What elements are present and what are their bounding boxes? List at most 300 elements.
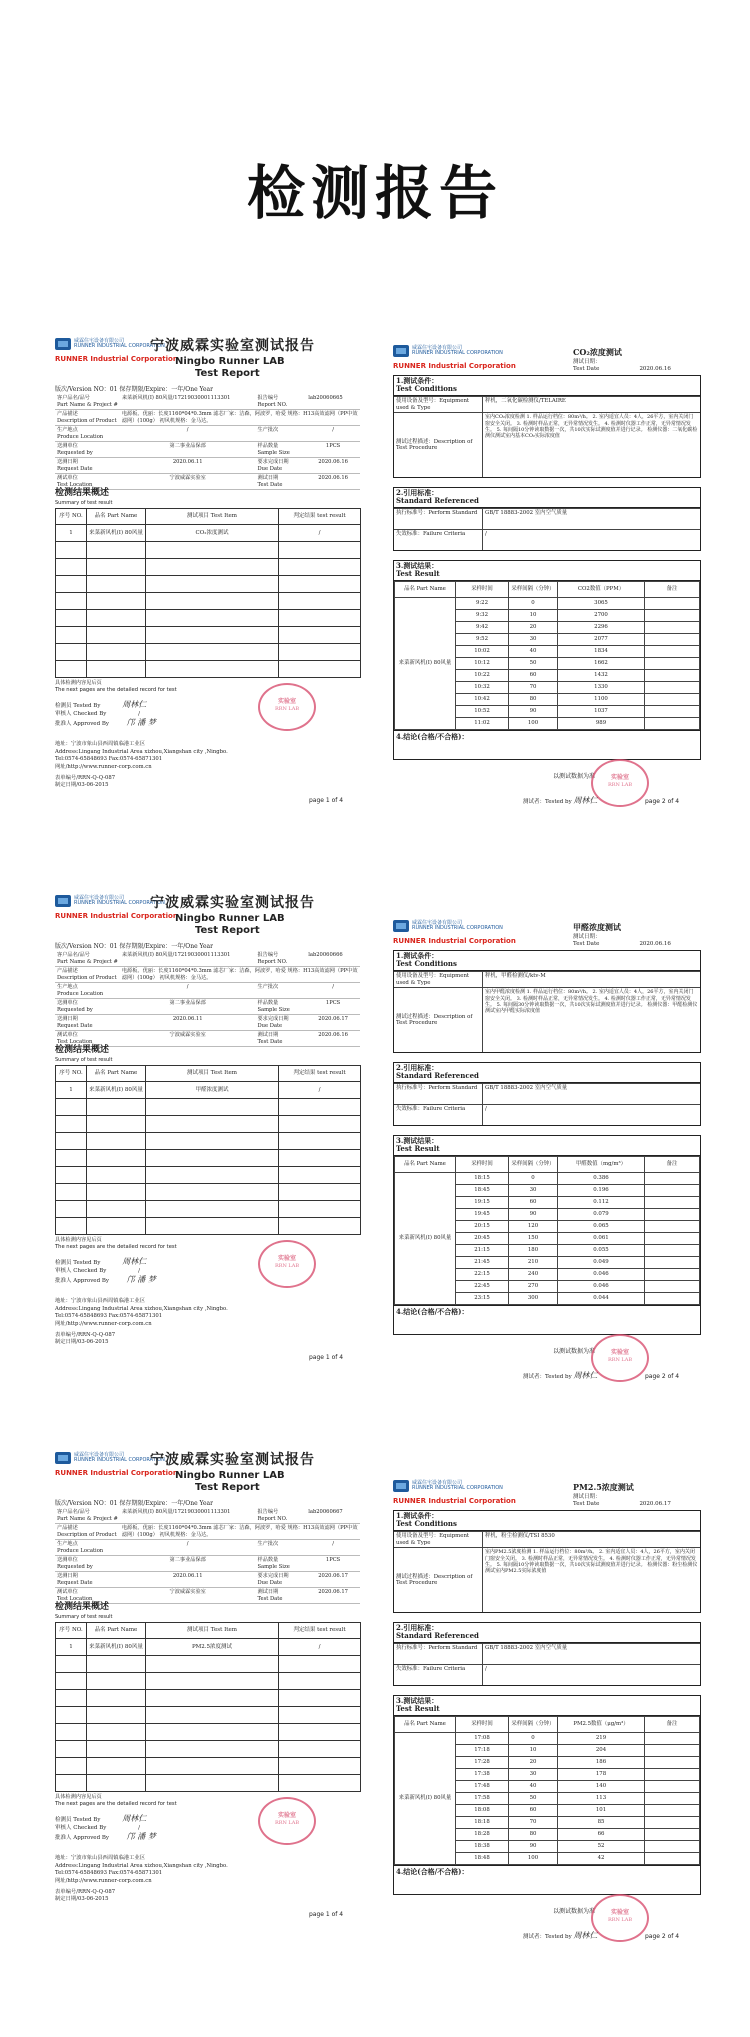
label-due-date-en: Due Date xyxy=(257,465,283,472)
perform-standard-label: 执行标准号：Perform Standard xyxy=(394,1643,483,1664)
model-value: 来菜新风机(I) 80风量/17219030001113301 xyxy=(120,1508,256,1524)
cover-sheet xyxy=(55,338,365,818)
test-date-label-en: Test Date xyxy=(573,1500,600,1507)
value-cell: 113 xyxy=(558,1792,645,1804)
value-cell: 1432 xyxy=(558,669,645,681)
remark-cell xyxy=(645,1244,700,1256)
brand-name: RUNNER Industrial Corporation xyxy=(393,1497,516,1505)
equipment-label: 使用设备及型号：Equipment used & Type xyxy=(394,1531,483,1548)
part-name-cell: 来菜新风机(I) 80风量 xyxy=(87,1082,146,1099)
page-title: 检测报告 xyxy=(246,159,503,227)
col-part-name: 品名 Part Name xyxy=(395,581,456,597)
result-cell: / xyxy=(279,525,361,542)
brand-name: RUNNER Industrial Corporation xyxy=(393,937,516,945)
logo-subtext: RUNNER INDUSTRIAL CORPORATION xyxy=(74,343,165,349)
equipment-label: 使用设备及型号：Equipment used & Type xyxy=(394,396,483,413)
label-sample-en: Sample Size xyxy=(257,1563,290,1570)
conclusion-text: 以测试数据为准 xyxy=(553,773,596,780)
detail-note-en: The next pages are the detailed record for test xyxy=(55,1801,177,1807)
company-logo xyxy=(55,1452,165,1464)
tested-signature: 周林仁 xyxy=(573,796,598,805)
col-no: 序号 NO. xyxy=(56,509,87,525)
conclusion-label: 4.结论(合格/不合格)： xyxy=(396,731,469,741)
conclusion-row xyxy=(394,1865,700,1894)
remark-cell xyxy=(645,1208,700,1220)
remark-cell xyxy=(645,1220,700,1232)
label-request-date: 送测日期 xyxy=(57,1016,78,1022)
interval-cell: 270 xyxy=(509,1280,558,1292)
sample-time-cell: 17:48 xyxy=(456,1780,509,1792)
sample-time-cell: 23:15 xyxy=(456,1292,509,1304)
logo-subtext: RUNNER INDUSTRIAL CORPORATION xyxy=(412,925,503,931)
label-test-location: 测试单位 xyxy=(57,1589,78,1595)
remark-cell xyxy=(645,1792,700,1804)
remark-cell xyxy=(645,1768,700,1780)
sample-time-cell: 10:32 xyxy=(456,681,509,693)
tel-fax: Tel:0574-65848693 Fax:0574-65871301 xyxy=(55,756,163,763)
logo-subtext: RUNNER INDUSTRIAL CORPORATION xyxy=(412,1485,503,1491)
label-report-no: 报告编号 xyxy=(257,952,279,958)
interval-cell: 10 xyxy=(509,609,558,621)
approved-by-label: 批准人 Approved By xyxy=(55,721,109,728)
label-test-date-en: Test Date xyxy=(257,481,283,488)
conditions-heading: 1.测试条件： xyxy=(396,376,439,385)
col-interval: 采样间隔（分钟） xyxy=(509,581,558,597)
remark-cell xyxy=(645,1744,700,1756)
procedure-value: 室内CO₂浓度检测 1. 样品运行档位：80m³/h。 2. 室内适宜人员：4人，26平方，室内关闭门窗安全关闭。 3. 检测时样品正常，无异常情况发生。 4. 检测时仪器工作正常，无异常情况发生。 5. 每间隔10分钟读取数据一次，共10次实际试测度值并进行记录。 检测仪器：二氧化碳检测仪测试室内基本CO₂实际浓度值 xyxy=(483,413,701,478)
value-cell: 0.046 xyxy=(558,1268,645,1280)
label-report-no: 报告编号 xyxy=(257,1509,279,1515)
table-row: 1 来菜新风机(I) 80风量 甲醛浓度测试 / xyxy=(56,1082,361,1099)
test-result xyxy=(393,1135,701,1335)
interval-cell: 70 xyxy=(509,681,558,693)
value-cell: 989 xyxy=(558,717,645,729)
interval-cell: 60 xyxy=(509,1804,558,1816)
failure-criteria-value: / xyxy=(483,529,701,550)
page-number: page 1 of 4 xyxy=(309,1354,344,1361)
logo-text: 威霖住宅设备有限公司 xyxy=(412,344,463,351)
website-link[interactable]: 网址/http://www.runner-corp.com.cn xyxy=(55,764,152,771)
result-heading: 3.测试结果： xyxy=(396,1136,439,1145)
failure-criteria-label: 失效标准：Failure Criteria xyxy=(394,529,483,550)
equipment-label: 使用设备及型号：Equipment used & Type xyxy=(394,971,483,988)
interval-cell: 90 xyxy=(509,1840,558,1852)
value-cell: 0.112 xyxy=(558,1196,645,1208)
interval-cell: 80 xyxy=(509,1828,558,1840)
col-value: CO2数值（PPM） xyxy=(558,581,645,597)
interval-cell: 0 xyxy=(509,597,558,609)
summary-table xyxy=(55,1065,361,1235)
sample-time-cell: 19:45 xyxy=(456,1208,509,1220)
summary-subheading: Summary of test result xyxy=(55,1057,113,1063)
produce-value: / xyxy=(120,426,256,442)
label-produce-en: Produce Location xyxy=(57,1547,104,1554)
report-no-value: lab20060665 xyxy=(306,394,360,410)
stamp-text: 实验室 xyxy=(277,1812,296,1819)
address-block xyxy=(55,741,228,790)
part-name-cell: 来菜新风机(I) 80风量 xyxy=(395,1732,456,1864)
col-part: 品名 Part Name xyxy=(87,1066,146,1082)
label-client-en: Part Name & Project # xyxy=(57,401,118,408)
table-row: 1 来菜新风机(I) 80风量 CO₂浓度测试 / xyxy=(56,525,361,542)
label-produce-en: Produce Location xyxy=(57,433,104,440)
label-produce: 生产地点 xyxy=(57,1541,78,1547)
result-heading-en: Test Result xyxy=(396,569,440,579)
col-part-name: 品名 Part Name xyxy=(395,1156,456,1172)
value-cell: 178 xyxy=(558,1768,645,1780)
approved-by-label: 批准人 Approved By xyxy=(55,1835,109,1842)
logo-icon xyxy=(55,338,71,350)
label-produce: 生产地点 xyxy=(57,427,78,433)
col-interval: 采样间隔（分钟） xyxy=(509,1156,558,1172)
col-part-name: 品名 Part Name xyxy=(395,1716,456,1732)
tested-by-block xyxy=(523,1931,597,1941)
sample-time-cell: 10:42 xyxy=(456,693,509,705)
due-date-value: 2020.06.17 xyxy=(306,1572,360,1588)
test-location-value: 宁波威霖实验室 xyxy=(120,1588,256,1604)
value-cell: 1834 xyxy=(558,645,645,657)
interval-cell: 80 xyxy=(509,693,558,705)
remark-cell xyxy=(645,597,700,609)
label-requested: 送测单位 xyxy=(57,1000,78,1006)
label-desc: 产品描述 xyxy=(57,411,78,417)
conclusion-text: 以测试数据为准 xyxy=(553,1348,596,1355)
requested-value: 第二事业品保部 xyxy=(120,999,256,1015)
interval-cell: 70 xyxy=(509,1816,558,1828)
report-no-value: lab20060667 xyxy=(306,1508,360,1524)
label-test-location-en: Test Location xyxy=(57,1038,93,1045)
col-value: PM2.5数值（μg/m³） xyxy=(558,1716,645,1732)
test-date-label: 测试日期： xyxy=(573,359,601,365)
procedure-label: 测试过程描述：Description of Test Procedure xyxy=(394,413,483,478)
label-test-date: 测试日期 xyxy=(257,475,279,481)
result-heading: 3.测试结果： xyxy=(396,1696,439,1705)
summary-heading: 检测结果概述 xyxy=(55,1602,110,1612)
interval-cell: 60 xyxy=(509,669,558,681)
request-date-value: 2020.06.11 xyxy=(120,1572,256,1588)
col-item: 测试项目 Test Item xyxy=(146,509,279,525)
version-line: 版次/Version NO：01 保存期限/Expire：一年/One Year xyxy=(55,386,213,393)
brand-name: RUNNER Industrial Corporation xyxy=(55,355,178,363)
result-heading-en: Test Result xyxy=(396,1144,440,1154)
label-report-no: 报告编号 xyxy=(257,395,279,401)
conclusion-row xyxy=(394,730,700,759)
data-sheet xyxy=(393,920,703,1380)
sample-time-cell: 17:58 xyxy=(456,1792,509,1804)
label-test-date-en: Test Date xyxy=(257,1038,283,1045)
remark-cell xyxy=(645,717,700,729)
sample-time-cell: 17:38 xyxy=(456,1768,509,1780)
conditions-heading-en: Test Conditions xyxy=(396,1519,457,1529)
test-date-value: 2020.06.16 xyxy=(639,940,671,947)
report-title-en1: Ningbo Runner LAB xyxy=(175,356,285,367)
equipment-value: 秤机，二氧化碳检测仪/TELAIRE xyxy=(483,396,701,413)
sample-value: 1PCS xyxy=(306,999,360,1015)
test-date-value: 2020.06.16 xyxy=(306,474,360,490)
col-result: 判定结果 test result xyxy=(279,509,361,525)
test-date-label: 测试日期： xyxy=(573,934,601,940)
checked-value: / xyxy=(138,1267,140,1274)
label-produce-en: Produce Location xyxy=(57,990,104,997)
requested-value: 第二事业品保部 xyxy=(120,442,256,458)
test-conditions xyxy=(393,1510,701,1613)
detail-note-cn: 具体检测内容见后页 xyxy=(55,680,102,686)
company-logo xyxy=(393,1480,503,1492)
label-requested: 送测单位 xyxy=(57,1557,78,1563)
value-cell: 219 xyxy=(558,1732,645,1744)
address-block xyxy=(55,1298,228,1347)
value-cell: 1037 xyxy=(558,705,645,717)
value-cell: 0.196 xyxy=(558,1184,645,1196)
logo-icon xyxy=(55,1452,71,1464)
conclusion-row xyxy=(394,1305,700,1334)
form-date: 制定日期/03-06-2015 xyxy=(55,1896,109,1903)
tested-by-label: 测试者：Tested by xyxy=(523,1374,572,1380)
remark-cell xyxy=(645,1232,700,1244)
standard-heading-en: Standard Referenced xyxy=(396,1071,479,1081)
produce-value: / xyxy=(120,983,256,999)
test-date-label: 测试日期： xyxy=(573,1494,601,1500)
test-item-cell: PM2.5浓度测试 xyxy=(146,1639,279,1656)
perform-standard-value: GB/T 18883-2002 室内空气质量 xyxy=(483,1643,701,1664)
value-cell: 101 xyxy=(558,1804,645,1816)
remark-cell xyxy=(645,1280,700,1292)
desc-value: 电源板、优丽：长度1160*04*0.3mm 滤芯厂家：洁森，阿波罗，哈爱 规格：H13高效滤网（PP中效滤网）(100g） 初风机规格：金马达。 xyxy=(120,410,360,426)
stamp-text-en: RRN LAB xyxy=(274,1262,300,1269)
interval-cell: 120 xyxy=(509,1220,558,1232)
brand-name: RUNNER Industrial Corporation xyxy=(393,362,516,370)
test-date-value: 2020.06.17 xyxy=(306,1588,360,1604)
result-cell: / xyxy=(279,1639,361,1656)
logo-icon xyxy=(393,920,409,932)
stamp-text-en: RRN LAB xyxy=(607,781,633,788)
interval-cell: 30 xyxy=(509,633,558,645)
equipment-value: 秤机，粉尘检测仪/TSI 8530 xyxy=(483,1531,701,1548)
remark-cell xyxy=(645,681,700,693)
value-cell: 66 xyxy=(558,1828,645,1840)
col-item: 测试项目 Test Item xyxy=(146,1623,279,1639)
interval-cell: 180 xyxy=(509,1244,558,1256)
sample-time-cell: 10:02 xyxy=(456,645,509,657)
conclusion-label: 4.结论(合格/不合格)： xyxy=(396,1306,469,1316)
report-title-en2: Test Report xyxy=(195,1482,260,1493)
value-cell: 1330 xyxy=(558,681,645,693)
form-no: 表单编号/RRN-Q-Q-087 xyxy=(55,1331,116,1338)
value-cell: 85 xyxy=(558,1816,645,1828)
report-no-value: lab20060666 xyxy=(306,951,360,967)
remark-cell xyxy=(645,1852,700,1864)
sample-time-cell: 18:48 xyxy=(456,1852,509,1864)
sample-time-cell: 17:28 xyxy=(456,1756,509,1768)
remark-cell xyxy=(645,1256,700,1268)
failure-criteria-label: 失效标准：Failure Criteria xyxy=(394,1104,483,1125)
remark-cell xyxy=(645,1184,700,1196)
interval-cell: 40 xyxy=(509,645,558,657)
label-report-no-en: Report NO. xyxy=(257,1515,288,1522)
label-client-en: Part Name & Project # xyxy=(57,1515,118,1522)
tested-by-label: 测试者：Tested by xyxy=(523,1934,572,1940)
cover-sheet xyxy=(55,1452,365,1932)
label-desc: 产品描述 xyxy=(57,1525,78,1531)
test-location-value: 宁波威霖实验室 xyxy=(120,1031,256,1047)
summary-table xyxy=(55,508,361,678)
label-desc-en: Description of Product xyxy=(57,1531,117,1538)
part-name-cell: 来菜新风机(I) 80风量 xyxy=(87,1639,146,1656)
col-sample-time: 采样时间 xyxy=(456,1156,509,1172)
sample-time-cell: 10:12 xyxy=(456,657,509,669)
measurement-table xyxy=(394,1156,700,1305)
sample-value: 1PCS xyxy=(306,1556,360,1572)
interval-cell: 30 xyxy=(509,1184,558,1196)
summary-heading: 检测结果概述 xyxy=(55,1045,110,1055)
label-test-location-en: Test Location xyxy=(57,1595,93,1602)
data-sheet-date xyxy=(573,1494,671,1507)
standard-heading: 2.引用标准： xyxy=(396,1063,439,1072)
interval-cell: 150 xyxy=(509,1232,558,1244)
label-sample-en: Sample Size xyxy=(257,1006,290,1013)
sample-time-cell: 9:32 xyxy=(456,609,509,621)
table-row: 1 来菜新风机(I) 80风量 PM2.5浓度测试 / xyxy=(56,1639,361,1656)
company-logo xyxy=(393,920,503,932)
tel-fax: Tel:0574-65848693 Fax:0574-65871301 xyxy=(55,1313,163,1320)
website-link[interactable]: 网址/http://www.runner-corp.com.cn xyxy=(55,1321,152,1328)
website-link[interactable]: 网址/http://www.runner-corp.com.cn xyxy=(55,1878,152,1885)
stamp-text-en: RRN LAB xyxy=(274,705,300,712)
failure-criteria-value: / xyxy=(483,1664,701,1685)
conclusion-label: 4.结论(合格/不合格)： xyxy=(396,1866,469,1876)
result-cell: / xyxy=(279,1082,361,1099)
test-location-value: 宁波威霖实验室 xyxy=(120,474,256,490)
tested-signature: 周林仁 xyxy=(122,1814,147,1823)
test-item-cell: CO₂浓度测试 xyxy=(146,525,279,542)
interval-cell: 300 xyxy=(509,1292,558,1304)
col-no: 序号 NO. xyxy=(56,1066,87,1082)
detail-note-cn: 具体检测内容见后页 xyxy=(55,1237,102,1243)
company-logo xyxy=(393,345,503,357)
col-remark: 备注 xyxy=(645,1716,700,1732)
result-heading: 3.测试结果： xyxy=(396,561,439,570)
tested-by-block xyxy=(523,796,597,806)
standard-heading: 2.引用标准： xyxy=(396,1623,439,1632)
checked-by-label: 审核人 Checked By xyxy=(55,1267,107,1274)
procedure-value: 室内PM2.5浓度检测 1. 样品运行档位：80m³/h。 2. 室内适宜人员：4人，26平方，室内关闭门窗安全关闭。 3. 检测时样品正常，无异常情况发生。 4. 检测时仪器工作正常，无异常情况发生。 5. 每间隔10分钟读取数据一次，共10次实际试测度值并进行记录。 检测仪器：粉尘检测仪测试室内PM2.5实际浓度值 xyxy=(483,1548,701,1613)
label-client: 客户品名/品号 xyxy=(57,952,90,958)
remark-cell xyxy=(645,1196,700,1208)
label-order: 生产批次 xyxy=(255,1540,306,1556)
lab-stamp xyxy=(258,1797,316,1845)
sample-time-cell: 18:28 xyxy=(456,1828,509,1840)
remark-cell xyxy=(645,621,700,633)
failure-criteria-label: 失效标准：Failure Criteria xyxy=(394,1664,483,1685)
label-request-date-en: Request Date xyxy=(57,1579,93,1586)
value-cell: 204 xyxy=(558,1744,645,1756)
label-due-date-en: Due Date xyxy=(257,1579,283,1586)
interval-cell: 30 xyxy=(509,1768,558,1780)
page-number: page 2 of 4 xyxy=(645,1933,680,1940)
label-request-date: 送测日期 xyxy=(57,459,78,465)
remark-cell xyxy=(645,1804,700,1816)
report-title-en1: Ningbo Runner LAB xyxy=(175,913,285,924)
remark-cell xyxy=(645,633,700,645)
value-cell: 0.061 xyxy=(558,1232,645,1244)
label-desc-en: Description of Product xyxy=(57,417,117,424)
label-test-location: 测试单位 xyxy=(57,475,78,481)
page-number: page 1 of 4 xyxy=(309,797,344,804)
report-title-cn: 宁波威霖实验室测试报告 xyxy=(150,338,315,354)
logo-icon xyxy=(393,345,409,357)
detail-note-en: The next pages are the detailed record for test xyxy=(55,1244,177,1250)
interval-cell: 0 xyxy=(509,1172,558,1184)
checked-by-label: 审核人 Checked By xyxy=(55,710,107,717)
remark-cell xyxy=(645,1268,700,1280)
test-item-cell: 甲醛浓度测试 xyxy=(146,1082,279,1099)
order-value: / xyxy=(306,983,360,999)
sample-time-cell: 21:45 xyxy=(456,1256,509,1268)
checked-value: / xyxy=(138,710,140,717)
value-cell: 0.079 xyxy=(558,1208,645,1220)
logo-text: 威霖住宅设备有限公司 xyxy=(412,1479,463,1486)
brand-name: RUNNER Industrial Corporation xyxy=(55,1469,178,1477)
col-remark: 备注 xyxy=(645,1156,700,1172)
report-info-table xyxy=(55,1508,360,1604)
label-produce: 生产地点 xyxy=(57,984,78,990)
company-logo xyxy=(55,338,165,350)
interval-cell: 10 xyxy=(509,1744,558,1756)
sample-time-cell: 9:42 xyxy=(456,621,509,633)
stamp-text-en: RRN LAB xyxy=(607,1916,633,1923)
desc-value: 电源板、优丽：长度1160*04*0.3mm 滤芯厂家：洁森，阿波罗，哈爱 规格：H13高效滤网（PP中效滤网）(100g） 初风机规格：金马达。 xyxy=(120,967,360,983)
value-cell: 2700 xyxy=(558,609,645,621)
data-sheet-title: 甲醛浓度测试 xyxy=(573,922,621,932)
stamp-text: 实验室 xyxy=(277,698,296,705)
report-title-en2: Test Report xyxy=(195,925,260,936)
failure-criteria-value: / xyxy=(483,1104,701,1125)
value-cell: 140 xyxy=(558,1780,645,1792)
requested-value: 第二事业品保部 xyxy=(120,1556,256,1572)
sample-time-cell: 18:15 xyxy=(456,1172,509,1184)
version-line: 版次/Version NO：01 保存期限/Expire：一年/One Year xyxy=(55,1500,213,1507)
sample-time-cell: 20:15 xyxy=(456,1220,509,1232)
label-requested-en: Requested by xyxy=(57,1563,93,1570)
sample-time-cell: 18:18 xyxy=(456,1816,509,1828)
address-en: Address:Lingang Industrial Area xizhou,Xiangshan city ,Ningbo. xyxy=(55,1862,228,1869)
label-report-no-en: Report NO. xyxy=(257,401,288,408)
approved-signature: 邝 潘 梦 xyxy=(126,1275,156,1285)
conditions-heading-en: Test Conditions xyxy=(396,959,457,969)
remark-cell xyxy=(645,609,700,621)
table-row xyxy=(395,1732,700,1744)
page-number: page 2 of 4 xyxy=(645,798,680,805)
measurement-table xyxy=(394,581,700,730)
standard-heading: 2.引用标准： xyxy=(396,488,439,497)
conditions-heading: 1.测试条件： xyxy=(396,1511,439,1520)
cover-sheet xyxy=(55,895,365,1375)
address-en: Address:Lingang Industrial Area xizhou,Xiangshan city ,Ningbo. xyxy=(55,1305,228,1312)
remark-cell xyxy=(645,1172,700,1184)
interval-cell: 240 xyxy=(509,1268,558,1280)
table-row xyxy=(395,597,700,609)
col-result: 判定结果 test result xyxy=(279,1623,361,1639)
procedure-value: 室内甲醛浓度检测 1. 样品运行档位：80m³/h。 2. 室内适宜人员：4人，26平方，室内关闭门窗安全关闭。 3. 检测时样品正常，无异常情况发生。 4. 检测时仪器工作正常，无异常情况发生。 5. 每间隔30分钟读取数据一次，共10次实际试测度值并进行记录。 检测仪器：甲醛检测仪测试室内甲醛实际浓度值 xyxy=(483,988,701,1053)
test-conditions xyxy=(393,375,701,478)
label-due-date: 要求完成日期 xyxy=(257,1573,289,1579)
result-heading-en: Test Result xyxy=(396,1704,440,1714)
address-en: Address:Lingang Industrial Area xizhou,Xiangshan city ,Ningbo. xyxy=(55,748,228,755)
label-test-date: 测试日期 xyxy=(257,1032,279,1038)
label-desc: 产品描述 xyxy=(57,968,78,974)
logo-subtext: RUNNER INDUSTRIAL CORPORATION xyxy=(74,900,165,906)
due-date-value: 2020.06.16 xyxy=(306,458,360,474)
